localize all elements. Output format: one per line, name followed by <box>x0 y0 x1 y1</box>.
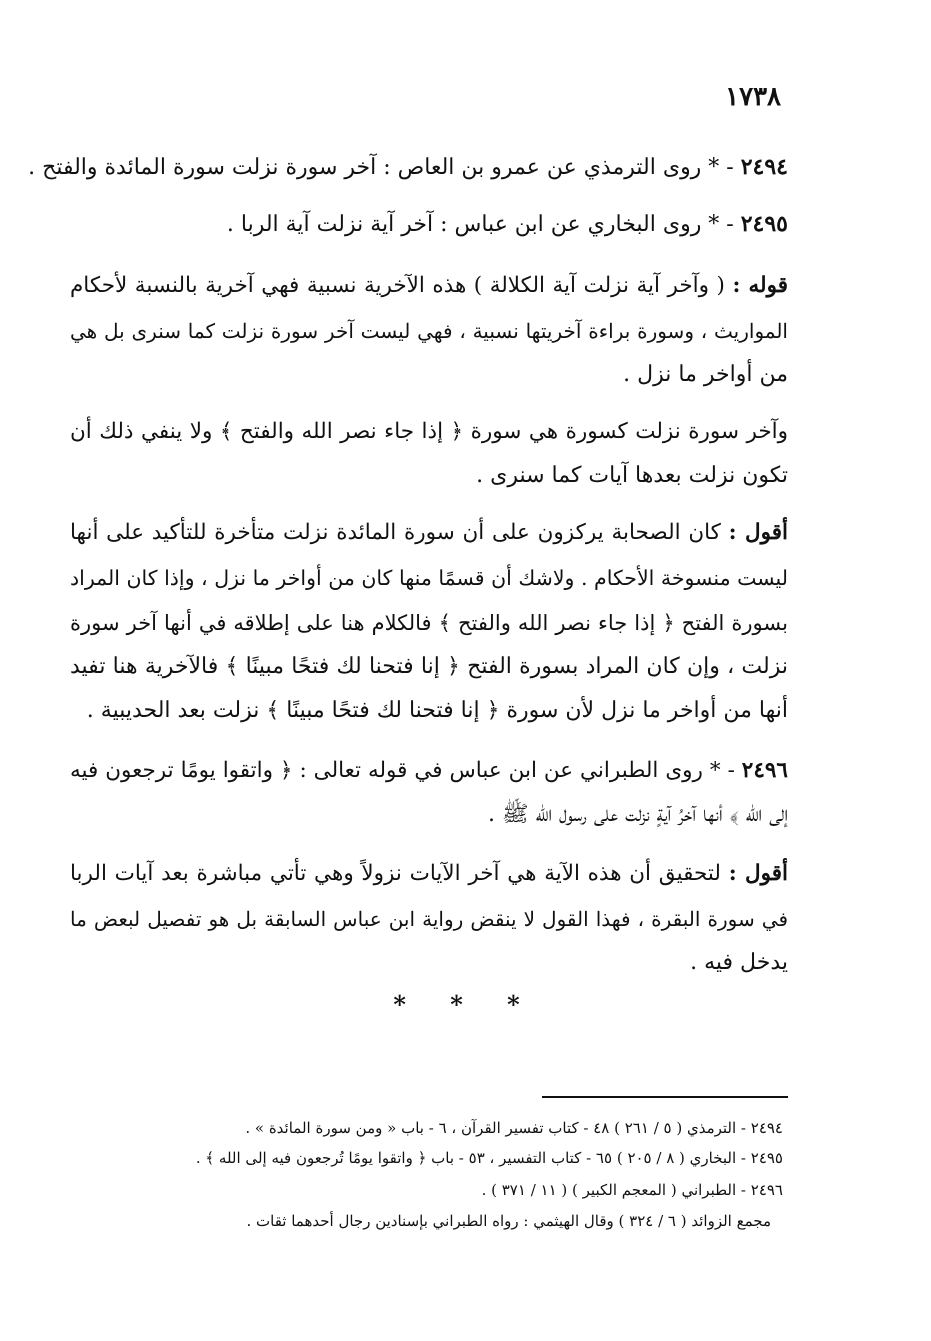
paragraph-text: كان الصحابة يركزون على أن سورة المائدة نزلت متأخرة للتأكيد على أنها <box>70 520 721 545</box>
footnote-divider <box>542 1096 788 1098</box>
paragraph-line: بسورة الفتح ﴿ إذا جاء نصر الله والفتح ﴾ فالكلام هنا على إطلاقه في أنها آخر سورة <box>70 611 788 635</box>
paragraph-line: وآخر سورة نزلت كسورة هي سورة ﴿ إذا جاء نصر الله والفتح ﴾ ولا ينفي ذلك أن <box>70 419 788 444</box>
footnote: مجمع الزوائد ( ٦ / ٣٢٤ ) وقال الهيثمي : رواه الطبراني بإسنادين رجال أحدهما ثقات . <box>246 1212 771 1230</box>
hadith-text: - * روى البخاري عن ابن عباس : آخر آية نزلت آية الربا . <box>226 212 734 237</box>
footnote: ٢٤٩٤ - الترمذي ( ٥ / ٢٦١ ) ٤٨ - كتاب تفسير القرآن ، ٦ - باب « ومن سورة المائدة » . <box>245 1119 783 1137</box>
paragraph-lead: قوله : <box>732 273 788 298</box>
paragraph-text: ( وآخر آية نزلت آية الكلالة ) هذه الآخرية نسبية فهي آخرية بالنسبة لأحكام <box>70 273 725 298</box>
paragraph-line: المواريث ، وسورة براءة آخريتها نسبية ، فهي ليست آخر سورة نزلت كما سنرى بل هي <box>70 319 788 343</box>
hadith-number: ٢٤٩٦ <box>741 758 788 783</box>
paragraph-line: تكون نزلت بعدها آيات كما سنرى . <box>476 463 788 488</box>
section-separator: * * * <box>393 990 538 1019</box>
paragraph-line: إلى الله ﴾ أنها آخرُ آيةٍ نزلت على رسول الله ﷺ . <box>488 802 788 827</box>
paragraph-lead: أقول : <box>728 520 788 545</box>
paragraph-line: ليست منسوخة الأحكام . ولاشك أن قسمًا منها كان من أواخر ما نزل ، وإذا كان المراد <box>70 566 788 590</box>
paragraph-text: لتحقيق أن هذه الآية هي آخر الآيات نزولاً وهي تأتي مباشرة بعد آيات الربا <box>70 861 721 886</box>
hadith-text: - * روى الترمذي عن عمرو بن العاص : آخر سورة نزلت سورة المائدة والفتح . <box>28 155 734 180</box>
hadith-number: ٢٤٩٥ <box>740 211 788 237</box>
paragraph-line: يدخل فيه . <box>690 950 788 975</box>
paragraph-line: في سورة البقرة ، فهذا القول لا ينقض رواية ابن عباس السابقة بل هو تفصيل لبعض ما <box>70 907 788 931</box>
paragraph-line <box>70 272 788 300</box>
page-number: ١٧٣٨ <box>725 82 781 112</box>
hadith-2496 <box>70 757 788 785</box>
hadith-number: ٢٤٩٤ <box>740 154 788 180</box>
paragraph-line: نزلت ، وإن كان المراد بسورة الفتح ﴿ إنا فتحنا لك فتحًا مبينًا ﴾ فالآخرية هنا تفيد <box>70 654 788 679</box>
paragraph-line: من أواخر ما نزل . <box>623 362 788 387</box>
paragraph-line <box>70 860 788 888</box>
paragraph-line: أنها من أواخر ما نزل لأن سورة ﴿ إنا فتحنا لك فتحًا مبينًا ﴾ نزلت بعد الحديبية . <box>86 698 788 723</box>
footnote: ٢٤٩٥ - البخاري ( ٨ / ٢٠٥ ) ٦٥ - كتاب التفسير ، ٥٣ - باب ﴿ واتقوا يومًا تُرجعون فيه إلى الله ﴾ . <box>195 1149 783 1167</box>
hadith-2495 <box>0 210 788 239</box>
paragraph-line <box>70 519 788 547</box>
footnote: ٢٤٩٦ - الطبراني ( المعجم الكبير ) ( ١١ / ٣٧١ ) . <box>481 1181 783 1199</box>
paragraph-lead: أقول : <box>728 861 788 886</box>
hadith-2494 <box>0 153 788 182</box>
hadith-text: - * روى الطبراني عن ابن عباس في قوله تعالى : ﴿ واتقوا يومًا ترجعون فيه <box>70 758 735 783</box>
